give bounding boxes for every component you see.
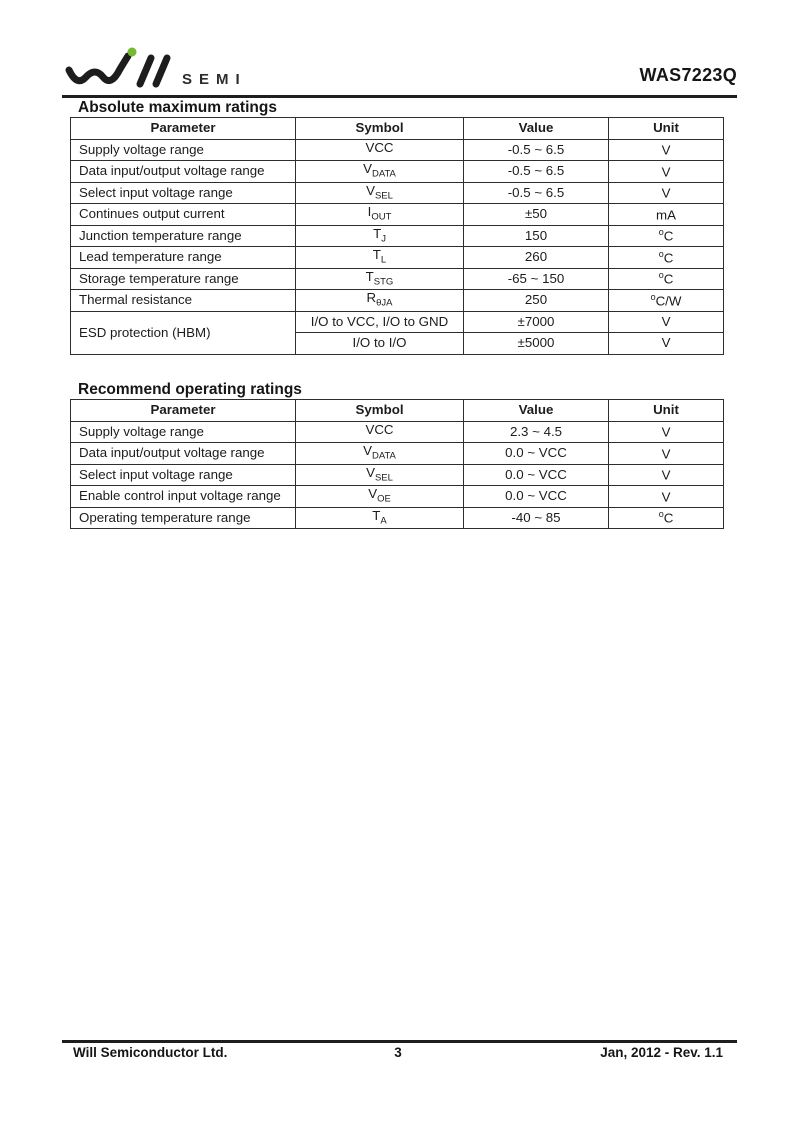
- unit-cell: [609, 139, 724, 161]
- will-logo-icon: [64, 46, 172, 92]
- value-cell: ±5000: [464, 333, 609, 355]
- column-header-symbol: Symbol: [296, 118, 464, 140]
- unit-base: V: [661, 142, 671, 158]
- unit-base: C: [663, 510, 674, 526]
- symbol-cell: [296, 204, 464, 226]
- param-cell-esd: ESD protection (HBM): [71, 311, 296, 354]
- footer: [62, 1045, 737, 1060]
- table-row-esd-1: [71, 311, 724, 333]
- brand-logo: [64, 46, 247, 92]
- table-row: [71, 268, 724, 290]
- value-cell: 150: [464, 225, 609, 247]
- logo-slash-2: [156, 58, 167, 84]
- symbol-base: T: [372, 507, 381, 523]
- unit-cell: [609, 225, 724, 247]
- param-cell: Thermal resistance: [71, 290, 296, 312]
- symbol-subscript: DATA: [371, 169, 396, 181]
- column-header-unit: Unit: [609, 400, 724, 422]
- unit-cell: [609, 443, 724, 465]
- unit-cell: [609, 486, 724, 508]
- symbol-cell: [296, 486, 464, 508]
- logo-slash-1: [140, 58, 151, 84]
- table-row: [71, 225, 724, 247]
- value-cell: 250: [464, 290, 609, 312]
- unit-base: V: [661, 163, 671, 179]
- unit-base: V: [661, 467, 671, 483]
- column-header-unit: Unit: [609, 118, 724, 140]
- table-row: [71, 443, 724, 465]
- table-row: [71, 486, 724, 508]
- param-cell: Supply voltage range: [71, 139, 296, 161]
- unit-base: V: [661, 445, 671, 461]
- unit-cell: V: [609, 311, 724, 333]
- table-row: [71, 161, 724, 183]
- param-cell: Select input voltage range: [71, 464, 296, 486]
- unit-superscript: o: [658, 509, 664, 520]
- param-cell: Enable control input voltage range: [71, 486, 296, 508]
- symbol-subscript: SEL: [374, 190, 393, 202]
- symbol-subscript: A: [380, 515, 387, 527]
- value-cell: -0.5 ~ 6.5: [464, 182, 609, 204]
- unit-cell: [609, 421, 724, 443]
- logo-green-dot: [128, 48, 137, 57]
- symbol-cell: [296, 182, 464, 204]
- symbol-subscript: J: [381, 233, 386, 245]
- unit-cell: [609, 247, 724, 269]
- symbol-subscript: OE: [377, 494, 391, 506]
- unit-superscript: o: [658, 270, 664, 281]
- symbol-subscript: STG: [373, 276, 394, 288]
- unit-superscript: o: [650, 291, 656, 302]
- recommend-operating-ratings-table: [70, 399, 724, 529]
- param-cell: Select input voltage range: [71, 182, 296, 204]
- table-header-row: [71, 400, 724, 422]
- symbol-base: VCC: [365, 139, 394, 155]
- value-cell: 0.0 ~ VCC: [464, 443, 609, 465]
- value-cell: 0.0 ~ VCC: [464, 486, 609, 508]
- unit-cell: V: [609, 333, 724, 355]
- table-row: [71, 421, 724, 443]
- table-row: [71, 247, 724, 269]
- symbol-cell: [296, 268, 464, 290]
- symbol-cell: I/O to I/O: [296, 333, 464, 355]
- symbol-base: VCC: [365, 421, 394, 437]
- param-cell: Data input/output voltage range: [71, 443, 296, 465]
- symbol-base: T: [365, 268, 374, 284]
- value-cell: -0.5 ~ 6.5: [464, 161, 609, 183]
- value-cell: ±7000: [464, 311, 609, 333]
- symbol-base: I: [367, 204, 372, 220]
- unit-cell: [609, 182, 724, 204]
- symbol-subscript: θJA: [376, 298, 393, 310]
- param-cell: Operating temperature range: [71, 507, 296, 529]
- symbol-base: V: [363, 443, 372, 459]
- symbol-cell: [296, 225, 464, 247]
- value-cell: 260: [464, 247, 609, 269]
- symbol-cell: [296, 161, 464, 183]
- column-header-symbol: Symbol: [296, 400, 464, 422]
- table-header-row: [71, 118, 724, 140]
- table-row: [71, 507, 724, 529]
- value-cell: -0.5 ~ 6.5: [464, 139, 609, 161]
- table-row: [71, 139, 724, 161]
- symbol-base: T: [372, 247, 381, 263]
- symbol-base: V: [368, 486, 378, 502]
- symbol-cell: I/O to VCC, I/O to GND: [296, 311, 464, 333]
- param-cell: Junction temperature range: [71, 225, 296, 247]
- section-title-recommend-operating-ratings: Recommend operating ratings: [78, 381, 302, 398]
- param-cell: Data input/output voltage range: [71, 161, 296, 183]
- value-cell: 2.3 ~ 4.5: [464, 421, 609, 443]
- column-header-value: Value: [464, 400, 609, 422]
- footer-revision: Jan, 2012 - Rev. 1.1: [600, 1045, 724, 1060]
- symbol-cell: [296, 290, 464, 312]
- section-title-absolute-maximum-ratings: Absolute maximum ratings: [78, 99, 277, 116]
- table-row: [71, 464, 724, 486]
- symbol-cell: [296, 247, 464, 269]
- symbol-subscript: SEL: [374, 472, 393, 484]
- symbol-cell: [296, 443, 464, 465]
- unit-superscript: o: [658, 248, 664, 259]
- column-header-parameter: Parameter: [71, 400, 296, 422]
- footer-page-number: 3: [394, 1045, 402, 1060]
- param-cell: Continues output current: [71, 204, 296, 226]
- part-number: WAS7223Q: [639, 65, 737, 85]
- unit-cell: [609, 290, 724, 312]
- unit-base: C: [663, 271, 674, 287]
- unit-cell: [609, 268, 724, 290]
- logo-wave-stroke: [69, 56, 128, 81]
- symbol-cell: [296, 507, 464, 529]
- symbol-cell: [296, 421, 464, 443]
- symbol-base: V: [363, 161, 372, 177]
- table-row: [71, 204, 724, 226]
- unit-cell: [609, 204, 724, 226]
- symbol-subscript: DATA: [371, 451, 396, 463]
- brand-text: SEMI: [182, 71, 247, 88]
- unit-base: V: [661, 185, 671, 201]
- column-header-parameter: Parameter: [71, 118, 296, 140]
- symbol-base: R: [366, 290, 377, 306]
- unit-cell: [609, 161, 724, 183]
- unit-base: C: [663, 249, 674, 265]
- param-cell: Supply voltage range: [71, 421, 296, 443]
- table-row: [71, 182, 724, 204]
- absolute-maximum-ratings-table: [70, 117, 724, 355]
- column-header-value: Value: [464, 118, 609, 140]
- value-cell: -65 ~ 150: [464, 268, 609, 290]
- symbol-subscript: OUT: [371, 212, 392, 224]
- footer-company: Will Semiconductor Ltd.: [73, 1045, 228, 1060]
- symbol-base: V: [366, 182, 375, 198]
- param-cell: Storage temperature range: [71, 268, 296, 290]
- value-cell: ±50: [464, 204, 609, 226]
- symbol-subscript: L: [380, 255, 387, 267]
- symbol-cell: [296, 139, 464, 161]
- unit-base: C: [663, 228, 674, 244]
- value-cell: 0.0 ~ VCC: [464, 464, 609, 486]
- symbol-base: T: [373, 225, 382, 241]
- unit-superscript: o: [658, 227, 664, 238]
- table-row: [71, 290, 724, 312]
- param-cell: Lead temperature range: [71, 247, 296, 269]
- unit-base: V: [661, 424, 671, 440]
- footer-rule: [62, 1040, 737, 1043]
- unit-base: mA: [656, 206, 676, 222]
- unit-base: C/W: [655, 292, 682, 308]
- value-cell: -40 ~ 85: [464, 507, 609, 529]
- unit-cell: [609, 464, 724, 486]
- header-rule: [62, 95, 737, 98]
- unit-base: V: [661, 488, 671, 504]
- symbol-cell: [296, 464, 464, 486]
- unit-cell: [609, 507, 724, 529]
- symbol-base: V: [366, 464, 375, 480]
